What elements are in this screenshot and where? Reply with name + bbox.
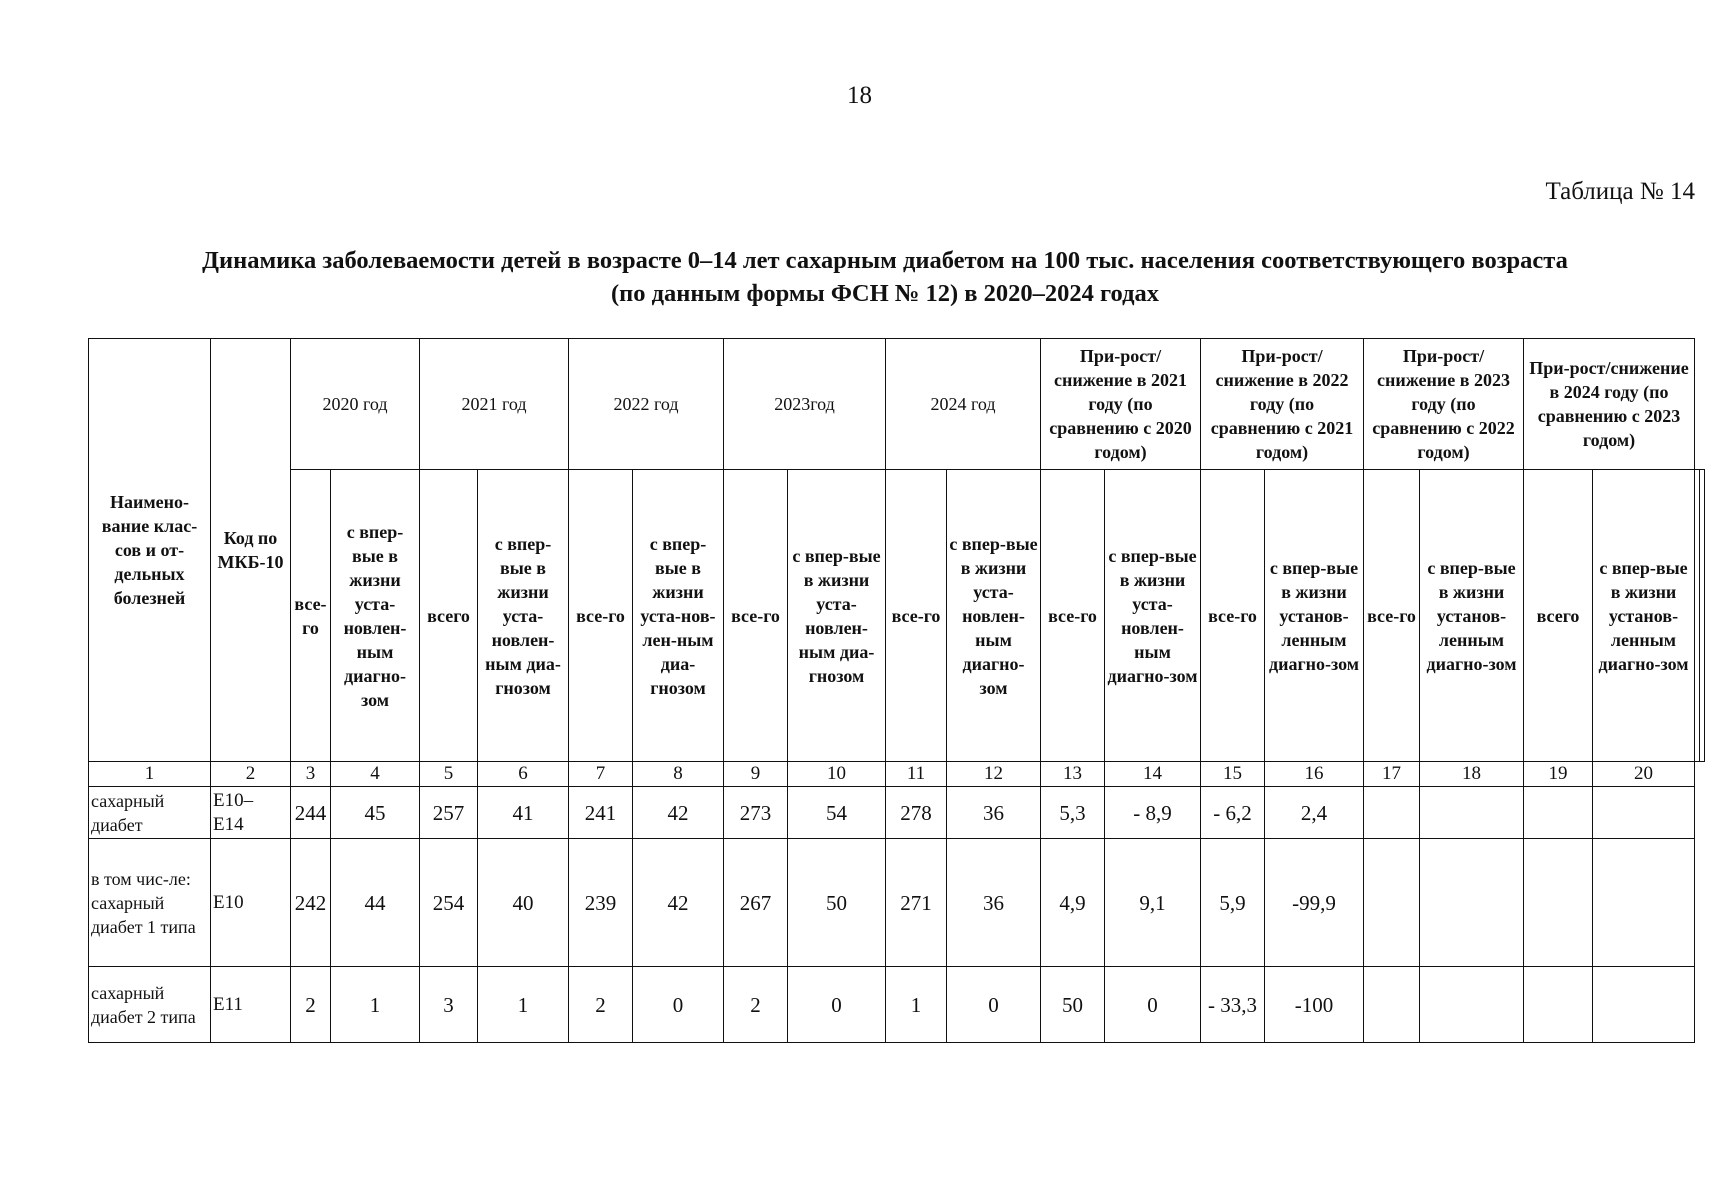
header-group-change-2024: При-рост/снижение в 2024 году (по сравнению с 2023 годом) (1524, 339, 1695, 470)
header-sub: с впер-вые в жизни уста-новлен-ным диагно-зом (1105, 470, 1201, 762)
header-sub: все-го (1201, 470, 1265, 762)
cell-value: - 8,9 (1105, 787, 1201, 839)
cell-value: 3 (420, 967, 478, 1043)
cell-value: - 6,2 (1201, 787, 1265, 839)
row-name: сахарный диабет (89, 787, 211, 839)
column-number: 8 (633, 762, 724, 787)
header-sub: с впер-вые в жизни уста-нов-лен-ным диа-гнозом (633, 470, 724, 762)
header-row-groups (89, 339, 1705, 470)
cell-value: 42 (633, 787, 724, 839)
cell-value: 0 (633, 967, 724, 1043)
cell-value: 1 (886, 967, 947, 1043)
header-sub: с впер-вые в жизни уста-новлен-ным диагно-зом (331, 470, 420, 762)
column-number: 4 (331, 762, 420, 787)
cell-value: 1 (478, 967, 569, 1043)
cell-value: 36 (947, 787, 1041, 839)
column-number: 1 (89, 762, 211, 787)
cell-value: 2 (569, 967, 633, 1043)
header-code: Код по МКБ-10 (211, 339, 291, 762)
table-row (89, 839, 1705, 967)
cell-value: 273 (724, 787, 788, 839)
table-title-line-1: Динамика заболеваемости детей в возрасте 0–14 лет сахарным диабетом на 100 тыс. населения соответствующего возраста (202, 247, 1568, 274)
row-code: E11 (211, 967, 291, 1043)
header-sub: с впер-вые в жизни установ-ленным диагно-зом (1420, 470, 1524, 762)
cell-value: 2,4 (1265, 787, 1364, 839)
header-group-2023: 2023год (724, 339, 886, 470)
cell-value: -99,9 (1265, 839, 1364, 967)
header-group-change-2023: При-рост/снижение в 2023 году (по сравнению с 2022 годом) (1364, 339, 1524, 470)
cell-value (1420, 839, 1524, 967)
cell-value: 50 (1041, 967, 1105, 1043)
cell-value (1593, 967, 1695, 1043)
column-number: 14 (1105, 762, 1201, 787)
header-group-2024: 2024 год (886, 339, 1041, 470)
cell-value (1420, 787, 1524, 839)
cell-value: -100 (1265, 967, 1364, 1043)
column-number: 6 (478, 762, 569, 787)
column-number: 3 (291, 762, 331, 787)
cell-value: 9,1 (1105, 839, 1201, 967)
cell-value: 45 (331, 787, 420, 839)
column-number: 17 (1364, 762, 1420, 787)
cell-value: 0 (788, 967, 886, 1043)
cell-value (1593, 839, 1695, 967)
header-sub: с впер-вые в жизни установ-ленным диагно-зом (1593, 470, 1695, 762)
cell-value: 42 (633, 839, 724, 967)
morbidity-table (88, 338, 1705, 1043)
cell-value: 239 (569, 839, 633, 967)
cell-value: 0 (947, 967, 1041, 1043)
header-sub: все-го (569, 470, 633, 762)
header-sub: с впер-вые в жизни установ-ленным диагно-зом (1265, 470, 1364, 762)
cell-value: 54 (788, 787, 886, 839)
header-sub: всего (420, 470, 478, 762)
cell-value: 267 (724, 839, 788, 967)
header-sub: все-го (724, 470, 788, 762)
column-number: 7 (569, 762, 633, 787)
header-sub: с впер-вые в жизни уста-новлен-ным диагно-зом (947, 470, 1041, 762)
cell-value: 0 (1105, 967, 1201, 1043)
header-group-change-2021: При-рост/снижение в 2021 году (по сравнению с 2020 годом) (1041, 339, 1201, 470)
cell-value: - 33,3 (1201, 967, 1265, 1043)
cell-value (1364, 967, 1420, 1043)
cell-value: 254 (420, 839, 478, 967)
cell-value: 41 (478, 787, 569, 839)
header-sub: с впер-вые в жизни уста-новлен-ным диа-гнозом (478, 470, 569, 762)
header-group-2021: 2021 год (420, 339, 569, 470)
header-sub: всего (1524, 470, 1593, 762)
cell-value (1364, 839, 1420, 967)
column-number: 18 (1420, 762, 1524, 787)
cell-value (1420, 967, 1524, 1043)
column-number: 10 (788, 762, 886, 787)
table-title-line-2: (по данным формы ФСН № 12) в 2020–2024 годах (611, 280, 1159, 307)
header-name: Наимено-вание клас-сов и от-дельных болезней (89, 339, 211, 762)
column-number: 16 (1265, 762, 1364, 787)
cell-value: 2 (724, 967, 788, 1043)
header-sub: все-го (1364, 470, 1420, 762)
page-number: 18 (847, 82, 872, 109)
cell-value: 2 (291, 967, 331, 1043)
cell-value: 5,3 (1041, 787, 1105, 839)
header-group-2022: 2022 год (569, 339, 724, 470)
cell-value: 36 (947, 839, 1041, 967)
row-code: E10 (211, 839, 291, 967)
header-sub (1700, 470, 1705, 762)
table-label: Таблица № 14 (1545, 178, 1695, 205)
header-sub: все-го (291, 470, 331, 762)
cell-value: 244 (291, 787, 331, 839)
cell-value: 44 (331, 839, 420, 967)
row-name: в том чис-ле: сахарный диабет 1 типа (89, 839, 211, 967)
cell-value: 271 (886, 839, 947, 967)
header-sub: все-го (886, 470, 947, 762)
cell-value: 241 (569, 787, 633, 839)
cell-value: 278 (886, 787, 947, 839)
table-row (89, 787, 1705, 839)
table-row (89, 967, 1705, 1043)
column-number: 20 (1593, 762, 1695, 787)
column-number: 9 (724, 762, 788, 787)
header-group-2020: 2020 год (291, 339, 420, 470)
header-sub: все-го (1041, 470, 1105, 762)
cell-value: 242 (291, 839, 331, 967)
column-number: 12 (947, 762, 1041, 787)
header-sub: с впер-вые в жизни уста-новлен-ным диа-гнозом (788, 470, 886, 762)
column-number: 15 (1201, 762, 1265, 787)
row-code: E10– E14 (211, 787, 291, 839)
cell-value (1524, 967, 1593, 1043)
column-number: 2 (211, 762, 291, 787)
cell-value: 50 (788, 839, 886, 967)
cell-value: 40 (478, 839, 569, 967)
cell-value (1524, 787, 1593, 839)
cell-value: 257 (420, 787, 478, 839)
table-title (60, 244, 1710, 310)
column-number: 5 (420, 762, 478, 787)
column-number-row (89, 762, 1705, 787)
cell-value (1524, 839, 1593, 967)
column-number: 19 (1524, 762, 1593, 787)
cell-value: 4,9 (1041, 839, 1105, 967)
cell-value (1364, 787, 1420, 839)
column-number: 13 (1041, 762, 1105, 787)
header-row-sub (89, 470, 1705, 762)
cell-value: 5,9 (1201, 839, 1265, 967)
column-number: 11 (886, 762, 947, 787)
header-group-change-2022: При-рост/снижение в 2022 году (по сравнению с 2021 годом) (1201, 339, 1364, 470)
cell-value (1593, 787, 1695, 839)
cell-value: 1 (331, 967, 420, 1043)
row-name: сахарный диабет 2 типа (89, 967, 211, 1043)
